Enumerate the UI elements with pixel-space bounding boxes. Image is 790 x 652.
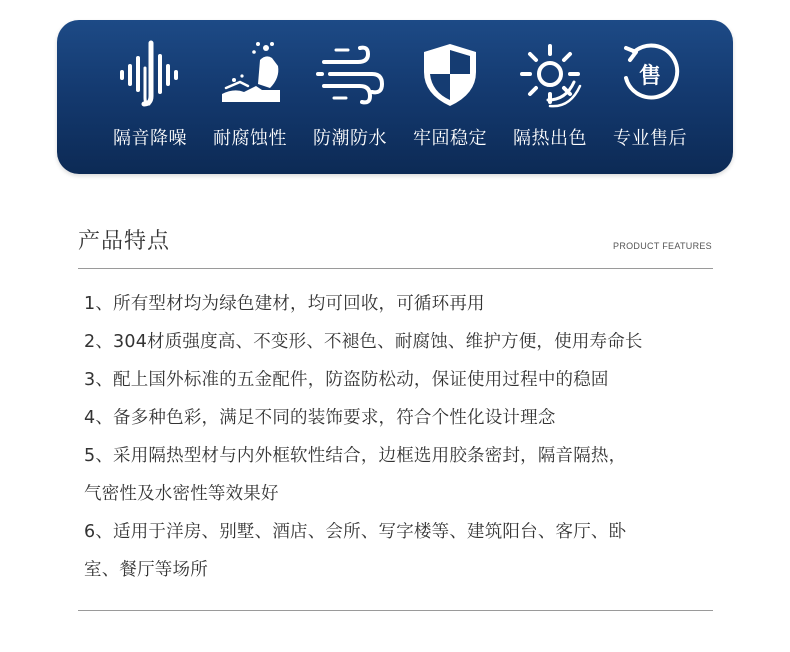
feature-label: 防潮防水 (313, 128, 387, 149)
point-line: 气密性及水密性等效果好 (84, 484, 279, 504)
feature-after-sales (600, 20, 700, 174)
shield-icon (414, 38, 486, 110)
sun-icon (514, 38, 586, 110)
feature-corrosion-resistance (200, 20, 300, 174)
feature-moisture-proof (300, 20, 400, 174)
feature-heat-insulation (500, 20, 600, 174)
section-subtitle: PRODUCT FEATURES (613, 241, 712, 251)
divider (78, 610, 713, 611)
feature-label: 隔音降噪 (113, 128, 187, 149)
point-line: 1、所有型材均为绿色建材，均可回收，可循环再用 (84, 294, 485, 314)
feature-label: 隔热出色 (513, 128, 587, 149)
wind-icon (314, 38, 386, 110)
point-line: 3、配上国外标准的五金配件，防盗防松动，保证使用过程中的稳固 (84, 370, 609, 390)
point-line: 2、304材质强度高、不变形、不褪色、耐腐蚀、维护方便，使用寿命长 (84, 332, 643, 352)
feature-stability (400, 20, 500, 174)
feature-label: 耐腐蚀性 (213, 128, 287, 149)
feature-label: 牢固稳定 (413, 128, 487, 149)
feature-label: 专业售后 (613, 128, 687, 149)
feature-sound-insulation (100, 20, 200, 174)
section-title: 产品特点 (78, 229, 171, 254)
features-banner (57, 20, 733, 174)
corrosion-icon (214, 38, 286, 110)
divider (78, 268, 713, 269)
after-sales-icon-glyph: 售 (638, 64, 662, 89)
point-line: 室、餐厅等场所 (84, 560, 208, 580)
point-line: 5、采用隔热型材与内外框软性结合，边框选用胶条密封，隔音隔热， (84, 446, 627, 466)
point-line: 6、适用于洋房、别墅、酒店、会所、写字楼等、建筑阳台、客厅、卧 (84, 522, 627, 542)
sound-wave-icon (114, 38, 186, 110)
point-line: 4、备多种色彩，满足不同的装饰要求，符合个性化设计理念 (84, 408, 556, 428)
after-sales-icon (614, 38, 686, 110)
feature-points-list (84, 285, 724, 589)
